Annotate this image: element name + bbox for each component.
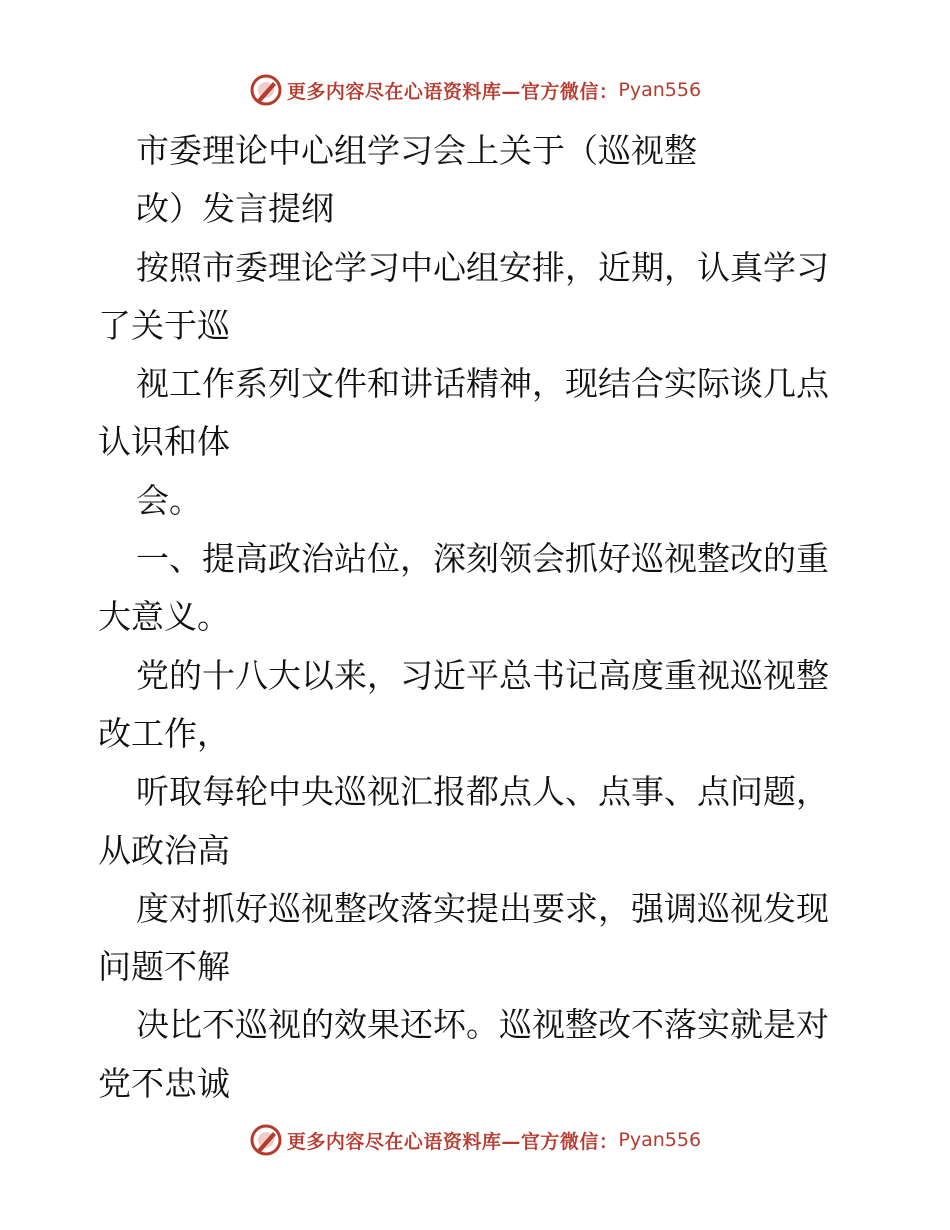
- watermark-footer: [0, 1118, 950, 1162]
- paragraph-line: 认识和体: [98, 422, 230, 462]
- section-heading-line: 大意义。: [98, 597, 230, 637]
- paragraph-line: 听取每轮中央巡视汇报都点人、点事、点问题，: [136, 772, 829, 812]
- section-heading-line: 一、提高政治站位，深刻领会抓好巡视整改的重: [136, 539, 829, 579]
- paragraph-line: 从政治高: [98, 830, 230, 870]
- paragraph-line: 度对抓好巡视整改落实提出要求，强调巡视发现: [136, 888, 829, 928]
- paragraph-line: 党不忠诚: [98, 1063, 230, 1103]
- watermark-text: 更多内容尽在心语资料库—官方微信：: [286, 1130, 619, 1153]
- paragraph-line: 问题不解: [98, 947, 230, 987]
- paragraph-line: 会。: [136, 480, 202, 520]
- title-line-1: 市委理论中心组学习会上关于（巡视整: [136, 131, 697, 170]
- watermark-text: 更多内容尽在心语资料库—官方微信：: [286, 80, 619, 103]
- paragraph-line: 党的十八大以来，习近平总书记高度重视巡视整: [136, 655, 829, 695]
- pen-logo-icon: [249, 73, 283, 107]
- watermark-header: [0, 68, 950, 112]
- paragraph-line: 决比不巡视的效果还坏。巡视整改不落实就是对: [136, 1005, 829, 1045]
- watermark-wechat-id: Pyan556: [618, 1129, 702, 1151]
- pen-logo-icon: [249, 1123, 283, 1157]
- document-body: [0, 122, 950, 1113]
- title-line-2: 改）发言提纲: [136, 189, 334, 229]
- watermark-wechat-id: Pyan556: [618, 79, 702, 101]
- paragraph-line: 了关于巡: [98, 305, 230, 345]
- paragraph-line: 视工作系列文件和讲话精神，现结合实际谈几点: [136, 364, 829, 404]
- paragraph-line: 按照市委理论学习中心组安排，近期，认真学习: [136, 247, 829, 287]
- paragraph-line: 改工作，: [98, 713, 230, 753]
